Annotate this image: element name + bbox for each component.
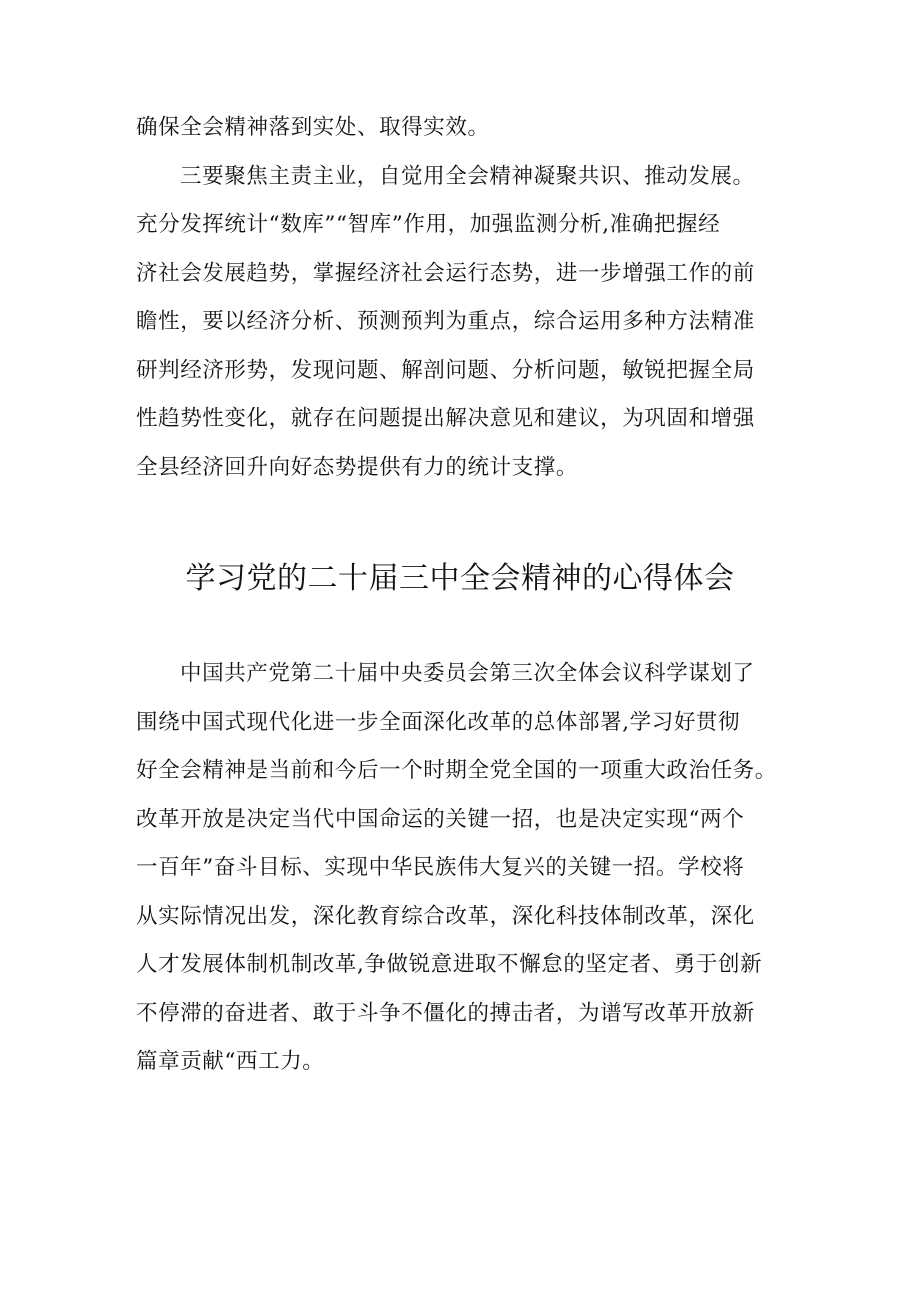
text-line: 围绕中国式现代化进一步全面深化改革的总体部署,学习好贯彻 — [136, 709, 741, 735]
text-line: 人才发展体制机制改革,争做锐意进取不懈怠的坚定者、勇于创新 — [136, 952, 763, 977]
text-line: 全县经济回升向好态势提供有力的统计支撑。 — [136, 454, 579, 480]
text-line: 三要聚焦主责主业，自觉用全会精神凝聚共识、推动发展。 — [180, 163, 755, 189]
text-line: 篇章贡献“西工力。 — [136, 1049, 325, 1074]
text-line: 一百年”奋斗目标、实现中华民族伟大复兴的关键一招。学校将 — [136, 855, 745, 880]
continued-paragraph — [136, 104, 796, 492]
text-line: 济社会发展趋势，掌握经济社会运行态势，进一步增强工作的前 — [136, 260, 755, 286]
text-line: 不停滞的奋进者、敢于斗争不僵化的搏击者，为谱写改革开放新 — [136, 1000, 755, 1026]
article-body — [136, 650, 796, 1087]
text-line: 充分发挥统计“数库”“智库”作用，加强监测分析,准确把握经 — [136, 212, 721, 237]
text-line: 性趋势性变化，就存在问题提出解决意见和建议，为巩固和增强 — [136, 406, 755, 431]
text-line: 研判经济形势，发现问题、解剖问题、分析问题，敏锐把握全局 — [136, 357, 755, 383]
text-line: 好全会精神是当前和今后一个时期全党全国的一项重大政治任务。 — [136, 758, 777, 783]
text-line: 瞻性，要以经济分析、预测预判为重点，综合运用多种方法精准 — [136, 309, 755, 334]
article-title: 学习党的二十届三中全会精神的心得体会 — [185, 561, 735, 596]
text-line: 确保全会精神落到实处、取得实效。 — [136, 115, 490, 140]
text-line: 中国共产党第二十届中央委员会第三次全体会议科学谋划了 — [180, 661, 755, 686]
text-line: 从实际情况出发，深化教育综合改革，深化科技体制改革，深化 — [136, 903, 755, 929]
text-line: 改革开放是决定当代中国命运的关键一招，也是决定实现“两个 — [136, 806, 745, 832]
